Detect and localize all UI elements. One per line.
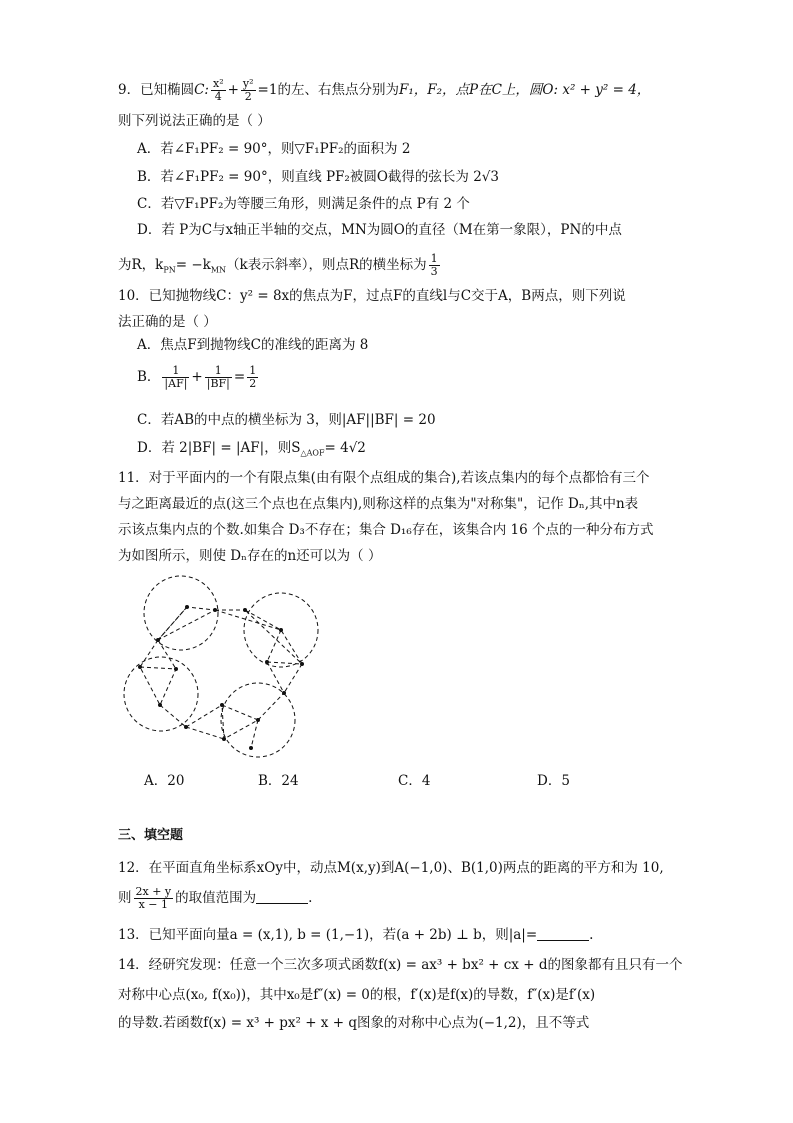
q11-option-b: B．24 [258, 773, 299, 789]
sub-mn: MN [210, 265, 227, 275]
q12-pre: 则 [118, 890, 132, 906]
point [282, 691, 286, 695]
q9-line2: 则下列说法正确的是（ ） [118, 113, 271, 129]
triangle-bottom-right [222, 693, 284, 748]
frac-den: 2 [249, 377, 257, 390]
circle-top-left [144, 576, 218, 650]
plus-sign: + [191, 369, 203, 385]
frac-den: |BF| [206, 377, 230, 390]
ellipse-rest: =1的左、右焦点分别为 [257, 82, 399, 98]
q11-line1: 11．对于平面内的一个有限点集(由有限个点组成的集合),若该点集内的每个点都恰有三个 [118, 470, 650, 486]
ellipse-label: C: [194, 82, 209, 98]
section-title: 三、填空题 [118, 828, 184, 843]
frac-num: 1 [205, 365, 232, 378]
point [256, 718, 260, 722]
triangle-top-left [158, 607, 215, 640]
frac-num: 1 [249, 364, 257, 377]
q12-post: 的取值范围为 [175, 890, 257, 906]
q11-line2: 与之距离最近的点(这三个点也在点集内),则称这样的点集为"对称集"，记作 Dₙ,其中n表 [118, 496, 639, 512]
point [249, 746, 253, 750]
q11-line3: 示该点集内点的个数.如集合 D₃不存在；集合 D₁₆存在，该集合内 16 个点的一种分布方式 [118, 522, 654, 538]
equals-sign: = [233, 369, 246, 385]
sub-aof: △AOF [300, 448, 325, 458]
frac-1-af [162, 365, 189, 390]
q10-line2: 法正确的是（ ） [118, 314, 217, 330]
plus-sign: + [227, 82, 239, 98]
q10-option-d [137, 438, 366, 464]
point [279, 628, 283, 632]
q13-line [118, 925, 593, 945]
foci: F₁，F₂，点 [398, 82, 470, 98]
q14-line2: 对称中心点(x₀, f(x₀))，其中x₀是f″(x) = 0的根，f′(x)是f(x)的导数，f″(x)是f′(x) [118, 987, 596, 1003]
point [138, 665, 142, 669]
q9-option-d-cont [118, 253, 442, 281]
frac-num: 2x + y [135, 885, 172, 898]
frac-den: 3 [430, 265, 438, 278]
point-p: P在C上，圆O: x² + y² = 4， [469, 82, 651, 98]
q9-intro: 9．已知椭圆 [118, 82, 195, 98]
point [220, 703, 224, 707]
q13-text: 13．已知平面向量a = (x,1), b = (1,−1)，若(a + 2b) ⊥ b，则|a|= [118, 927, 538, 943]
q9-option-a: A．若∠F₁PF₂ = 90°，则▽F₁PF₂的面积为 2 [137, 141, 411, 157]
point [213, 608, 217, 612]
option-b-label: B． [137, 369, 161, 385]
q11-option-c: C．4 [398, 773, 431, 789]
q10-option-a: A．焦点F到抛物线C的准线的距离为 8 [137, 337, 369, 353]
period: . [308, 890, 313, 906]
point [265, 660, 269, 664]
point [158, 703, 162, 707]
kmn-text: = −k [175, 257, 211, 273]
q12-line1: 12．在平面直角坐标系xOy中，动点M(x,y)到A(−1,0)、B(1,0)两点的距离的平方和为 10, [118, 860, 664, 876]
q10-option-c: C．若AB的中点的横坐标为 3，则|AF||BF| = 20 [137, 412, 436, 428]
q14-line1: 14．经研究发现：任意一个三次多项式函数f(x) = ax³ + bx² + cx + d的图象都有且只有一个 [118, 957, 683, 973]
kpn-text: 为R，k [118, 257, 164, 273]
frac-y2-2 [241, 78, 256, 103]
q10-line1: 10．已知抛物线C：y² = 8x的焦点为F，过点F的直线l与C交于A，B两点，则下列说 [118, 288, 626, 304]
point [184, 725, 188, 729]
option-d-text: D．若 2|BF| = |AF|，则S [137, 440, 301, 456]
q14-line3: 的导数.若函数f(x) = x³ + px² + x + q图象的对称中心点为(−1,2)，且不等式 [118, 1015, 590, 1031]
frac-q12 [134, 886, 174, 911]
frac-1-3 [429, 253, 440, 278]
period: . [589, 927, 594, 943]
q9-option-c: C．若▽F₁PF₂为等腰三角形，则满足条件的点 P有 2 个 [137, 196, 470, 212]
q11-line4: 为如图所示，则使 Dₙ存在的n还可以为（ ） [118, 548, 382, 564]
connecting-lines [140, 610, 302, 739]
frac-num: y² [242, 77, 254, 90]
point [174, 667, 178, 671]
frac-num: x² [212, 77, 224, 90]
frac-den: 2 [244, 90, 252, 103]
frac-1-bf [205, 365, 232, 390]
sub-pn: PN [163, 265, 176, 275]
frac-den: x − 1 [138, 898, 169, 911]
answer-blank[interactable] [256, 889, 308, 904]
q9-line1 [118, 78, 650, 103]
frac-num: 1 [162, 365, 189, 378]
triangle-top-right [245, 610, 302, 664]
point [243, 608, 247, 612]
point [156, 638, 160, 642]
point [185, 605, 189, 609]
frac-x2-4 [211, 78, 226, 103]
q10-option-b [137, 365, 260, 390]
option-d-tail: = 4√2 [324, 440, 366, 456]
q9-option-d: D．若 P为C与x轴正半轴的交点，MN为圆O的直径（M在第一象限），PN的中点 [137, 222, 622, 238]
frac-den: |AF| [164, 377, 188, 390]
point [222, 737, 226, 741]
triangle-bottom-left [140, 667, 186, 727]
point [300, 662, 304, 666]
q12-line2 [118, 886, 312, 911]
points [138, 605, 304, 750]
q11-option-a: A．20 [144, 773, 185, 789]
q11-option-d: D．5 [537, 773, 570, 789]
frac-den: 4 [214, 90, 222, 103]
q9-option-b: B．若∠F₁PF₂ = 90°，则直线 PF₂被圆O截得的弦长为 2√3 [137, 169, 499, 185]
symmetric-set-figure [118, 572, 328, 772]
answer-blank[interactable] [537, 926, 589, 941]
frac-1-2 [247, 365, 258, 390]
frac-num: 1 [430, 252, 438, 265]
kpn-tail: （k表示斜率），则点R的横坐标为 [226, 257, 427, 273]
